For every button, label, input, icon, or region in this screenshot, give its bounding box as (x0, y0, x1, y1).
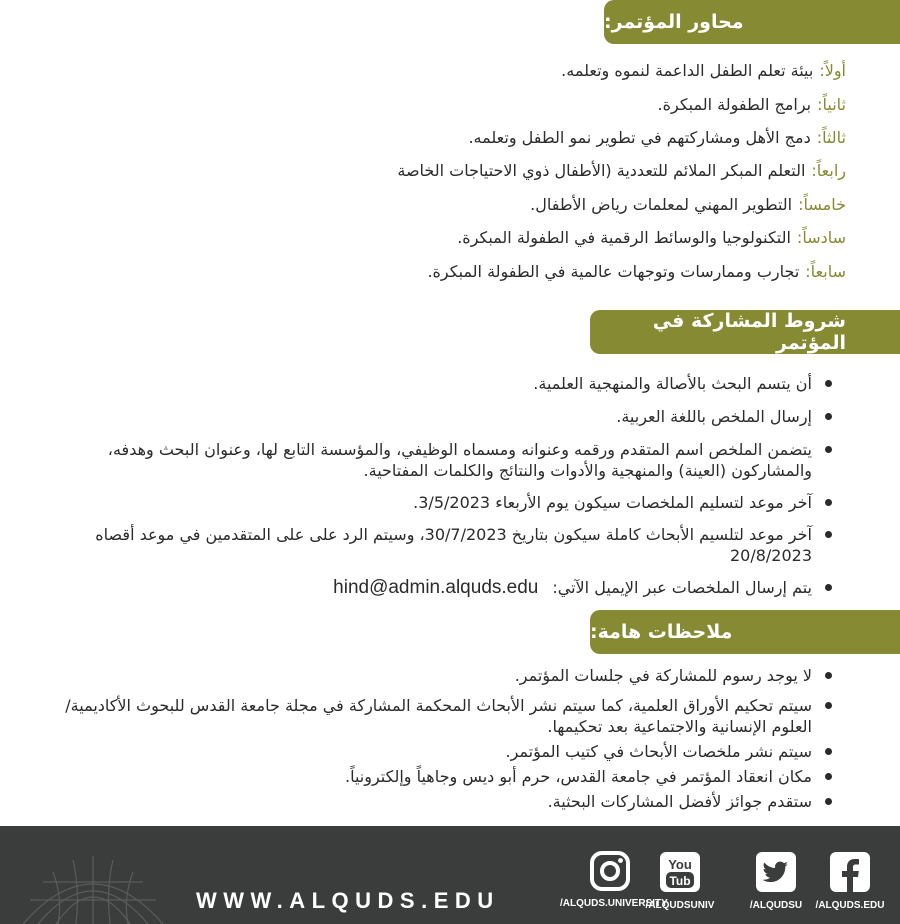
axis-label: سابعاً: (805, 261, 846, 281)
term-item (64, 524, 834, 566)
terms-section-title: شروط المشاركة في المؤتمر (652, 310, 846, 354)
note-text: لا يوجد رسوم للمشاركة في جلسات المؤتمر. (514, 666, 812, 685)
axis-item (397, 221, 846, 254)
term-text: آخر موعد لتسليم الملخصات سيكون يوم الأربعاء 3/5/2023. (413, 493, 812, 512)
term-item (64, 373, 834, 394)
term-text: آخر موعد لتلسيم الأبحاث كاملة سيكون بتاريخ 30/7/2023، وسيتم الرد على على المتقدمين في موعد أقصاه 20/8/2023 (95, 525, 812, 565)
website-link[interactable]: WWW.ALQUDS.EDU (196, 888, 500, 913)
note-text: سيتم تحكيم الأوراق العلمية، كما سيتم نشر الأبحاث المحكمة المشاركة في مجلة جامعة القدس للبحوث الأكاديمية/العلوم الإنسانية والاجتماعية بعد تحكيمها. (65, 696, 812, 736)
term-item (64, 577, 834, 598)
bullet-dot (825, 584, 832, 591)
axis-label: ثانياً: (817, 94, 846, 114)
note-item (64, 766, 834, 787)
term-text: يتضمن الملخص اسم المتقدم ورقمه وعنوانه ومسماه الوظيفي، والمؤسسة التابع لها، وعنوان البحث وهدفه، والمشاركون (العينة) والمنهجية والأدوات والنتائج والكلمات المفتاحية. (107, 440, 812, 480)
axis-text: التعلم المبكر الملائم للتعددية (الأطفال ذوي الاحتياجات الخاصة (397, 161, 806, 181)
youtube-link[interactable] (630, 850, 730, 911)
facebook-handle: /ALQUDS.EDU (815, 900, 885, 911)
axis-item (397, 121, 846, 154)
email-address: hind@admin.alquds.edu (333, 577, 539, 598)
axis-text: التكنولوجيا والوسائط الرقمية في الطفولة المبكرة. (457, 228, 791, 248)
axis-label: ثالثاً: (816, 127, 846, 147)
axes-section-title: محاور المؤتمر: (604, 11, 744, 33)
term-text: إرسال الملخص باللغة العربية. (616, 407, 812, 426)
twitter-icon (754, 850, 798, 894)
terms-list (64, 373, 834, 598)
note-text: مكان انعقاد المؤتمر في جامعة القدس، حرم أبو ديس وجاهياً وإلكترونياً. (345, 767, 812, 786)
axis-label: خامساً: (798, 194, 846, 214)
note-item (64, 791, 834, 812)
axes-section-header (604, 0, 900, 44)
term-text: يتم إرسال الملخصات عبر الإيميل الآتي: (552, 578, 812, 597)
note-text: ستقدم جوائز لأفضل المشاركات البحثية. (547, 792, 812, 811)
term-item (64, 406, 834, 427)
axes-list (397, 54, 846, 288)
youtube-handle: /ALQUDSUNIV (645, 900, 715, 911)
axis-item (397, 254, 846, 287)
dome-watermark-icon (18, 850, 168, 924)
axis-label: سادساً: (796, 228, 846, 248)
axis-text: برامج الطفولة المبكرة. (657, 94, 812, 114)
notes-list (64, 665, 834, 812)
axis-text: دمج الأهل ومشاركتهم في تطوير نمو الطفل وتعلمه. (468, 127, 811, 147)
note-item (64, 741, 834, 762)
term-item (64, 492, 834, 513)
axis-item (397, 87, 846, 120)
facebook-icon (828, 850, 872, 894)
notes-section-title: ملاحظات هامة: (590, 621, 733, 643)
axis-label: رابعاً: (811, 161, 846, 181)
bullet-dot (825, 380, 832, 387)
terms-section-header (590, 310, 900, 354)
instagram-handle: /ALQUDS.UNIVERSITY (560, 898, 668, 909)
note-item (64, 665, 834, 686)
bullet-dot (825, 531, 832, 538)
svg-text:You: You (668, 857, 692, 872)
bullet-dot (825, 748, 832, 755)
bullet-dot (825, 798, 832, 805)
axis-text: بيئة تعلم الطفل الداعمة لنموه وتعلمه. (561, 61, 814, 81)
bullet-dot (825, 773, 832, 780)
notes-section-header (590, 610, 900, 654)
youtube-icon (658, 850, 702, 894)
twitter-handle: /ALQUDSU (749, 900, 803, 911)
bullet-dot (825, 413, 832, 420)
bullet-dot (825, 672, 832, 679)
bullet-dot (825, 446, 832, 453)
axis-item (397, 54, 846, 87)
footer-bar (0, 826, 900, 924)
instagram-icon (589, 850, 631, 892)
note-item (64, 695, 834, 737)
axis-text: التطوير المهني لمعلمات رياض الأطفال. (530, 194, 793, 214)
axis-label: أولاً: (819, 61, 846, 81)
axis-item (397, 154, 846, 187)
term-item (64, 439, 834, 481)
axis-text: تجارب وممارسات وتوجهات عالمية في الطفولة المبكرة. (427, 261, 800, 281)
note-text: سيتم نشر ملخصات الأبحاث في كتيب المؤتمر. (505, 742, 812, 761)
bullet-dot (825, 499, 832, 506)
term-text: أن يتسم البحث بالأصالة والمنهجية العلمية. (533, 374, 812, 393)
facebook-link[interactable] (800, 850, 900, 911)
svg-text:Tub: Tub (669, 874, 691, 888)
axis-item (397, 188, 846, 221)
bullet-dot (825, 702, 832, 709)
